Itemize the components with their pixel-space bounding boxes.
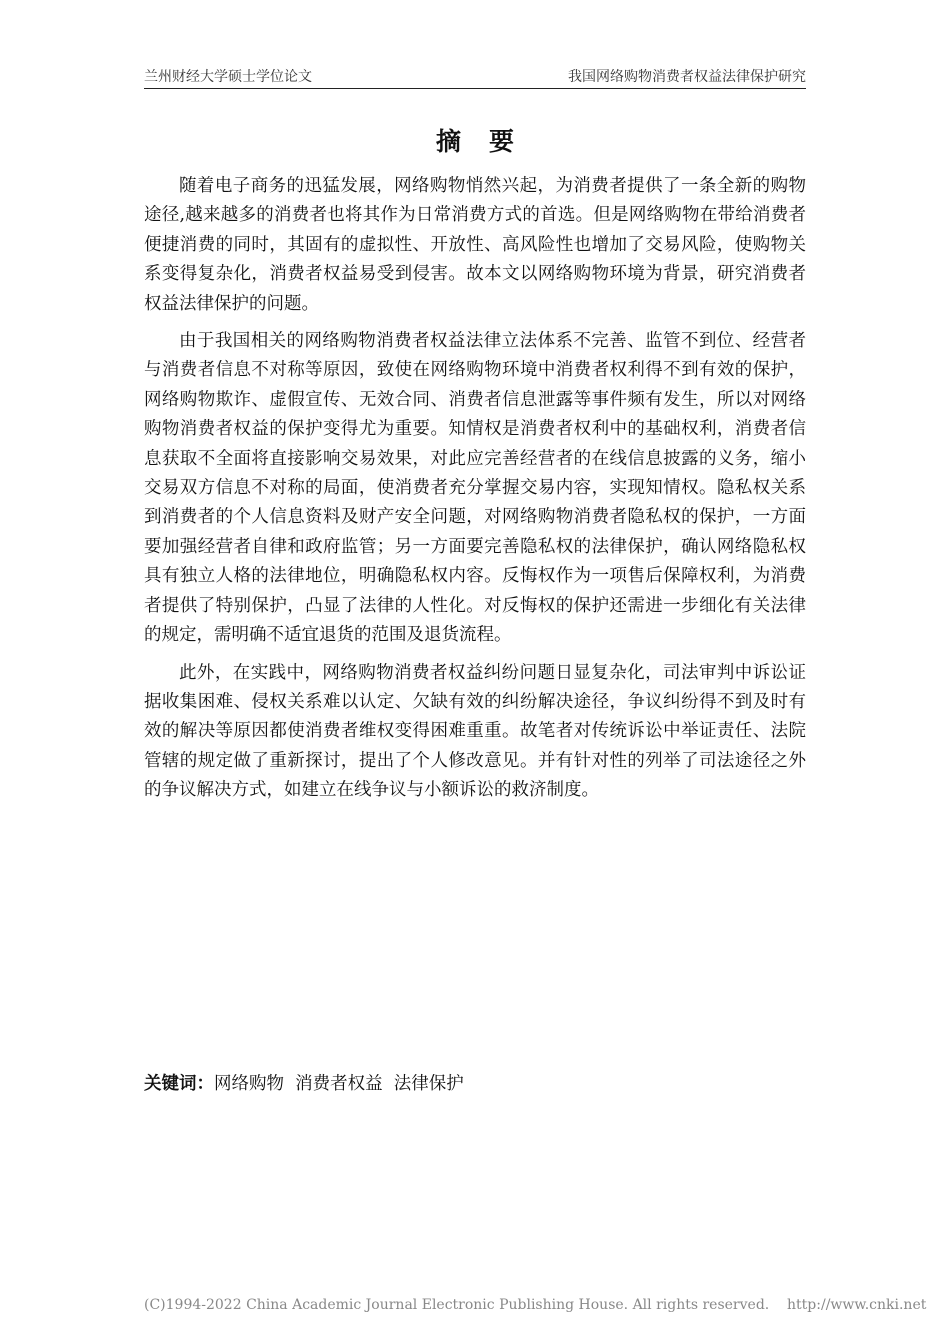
keywords-label: 关键词：	[144, 1074, 214, 1094]
keywords	[144, 1070, 464, 1095]
abstract-body	[144, 172, 806, 806]
abstract-paragraph-1: 随着电子商务的迅猛发展，网络购物悄然兴起，为消费者提供了一条全新的购物途径,越来越多的消费者也将其作为日常消费方式的首选。但是网络购物在带给消费者便捷消费的同时，其固有的虚拟性、开放性、高风险性也增加了交易风险，使购物关系变得复杂化，消费者权益易受到侵害。故本文以网络购物环境为背景，研究消费者权益法律保护的问题。	[144, 176, 806, 314]
copyright-footer: (C)1994-2022 China Academic Journal Electronic Publishing House. All rights reserved. http://www.cnki.net	[144, 1297, 927, 1313]
abstract-title: 摘要	[435, 127, 542, 156]
keywords-list: 网络购物 消费者权益 法律保护	[214, 1074, 464, 1094]
running-header	[144, 66, 806, 89]
header-university: 兰州财经大学硕士学位论文	[144, 69, 312, 85]
abstract-paragraph-3: 此外，在实践中，网络购物消费者权益纠纷问题日显复杂化，司法审判中诉讼证据收集困难、侵权关系难以认定、欠缺有效的纠纷解决途径，争议纠纷得不到及时有效的解决等原因都使消费者维权变得困难重重。故笔者对传统诉讼中举证责任、法院管辖的规定做了重新探讨，提出了个人修改意见。并有针对性的列举了司法途径之外的争议解决方式，如建立在线争议与小额诉讼的救济制度。	[144, 662, 806, 801]
abstract-paragraph-2: 由于我国相关的网络购物消费者权益法律立法体系不完善、监管不到位、经营者与消费者信息不对称等原因，致使在网络购物环境中消费者权利得不到有效的保护，网络购物欺诈、虚假宣传、无效合同、消费者信息泄露等事件频有发生，所以对网络购物消费者权益的保护变得尤为重要。知情权是消费者权利中的基础权利，消费者信息获取不全面将直接影响交易效果，对此应完善经营者的在线信息披露的义务，缩小交易双方信息不对称的局面，使消费者充分掌握交易内容，实现知情权。隐私权关系到消费者的个人信息资料及财产安全问题，对网络购物消费者隐私权的保护，一方面要加强经营者自律和政府监管；另一方面要完善隐私权的法律保护，确认网络隐私权具有独立人格的法律地位，明确隐私权内容。反悔权作为一项售后保障权利，为消费者提供了特别保护，凸显了法律的人性化。对反悔权的保护还需进一步细化有关法律的规定，需明确不适宜退货的范围及退货流程。	[144, 331, 806, 646]
header-thesis-title: 我国网络购物消费者权益法律保护研究	[568, 69, 806, 85]
